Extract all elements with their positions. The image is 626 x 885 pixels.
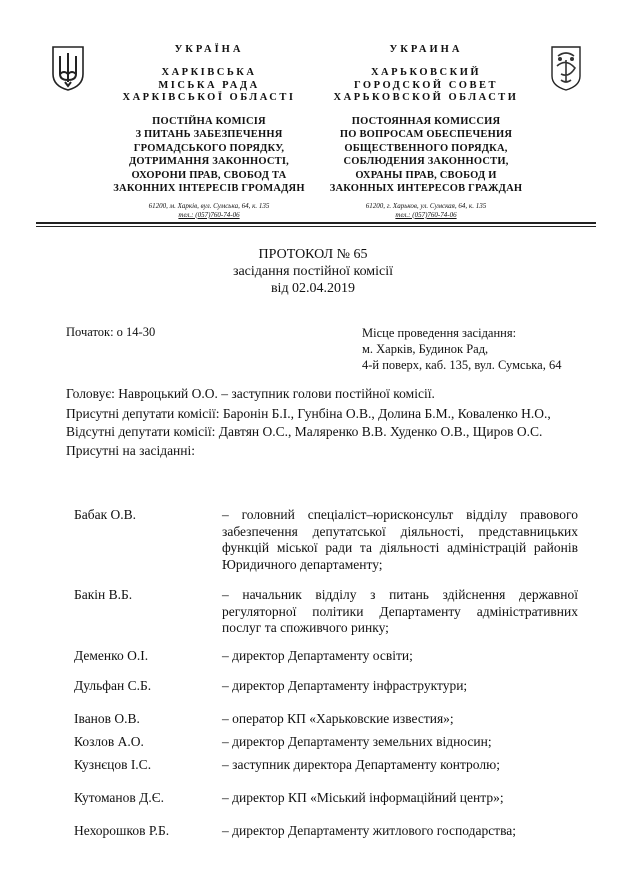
- country-name: УКРАИНА: [389, 44, 463, 55]
- attendee-name: Кузнєцов І.С.: [74, 757, 152, 772]
- header-divider-thick: [36, 222, 596, 224]
- phone: тел.: (057)760-74-06: [395, 210, 457, 219]
- list-item: [0, 587, 626, 639]
- council-name: [100, 67, 318, 105]
- attendee-name: Дульфан С.Б.: [74, 678, 152, 693]
- commission-name: [318, 115, 534, 196]
- commission-line: ДОТРИМАННЯ ЗАКОННОСТІ,: [129, 156, 289, 167]
- council-line: ХАРКІВСЬКА: [161, 67, 257, 78]
- attendee-role: – головний спеціаліст–юрисконсульт відділу правового забезпечення депутатської діяльності, представницьких функцій міської ради та діяльності адміністрацій районів Юридичного департаменту;: [222, 507, 578, 572]
- commission-line: ПО ВОПРОСАМ ОБЕСПЕЧЕНИЯ: [339, 129, 513, 140]
- commission-line: ОБЩЕСТВЕННОГО ПОРЯДКА,: [344, 142, 508, 154]
- address-block: [100, 202, 318, 220]
- list-item: [0, 507, 626, 577]
- commission-line: ОХОРОНИ ПРАВ, СВОБОД ТА: [131, 169, 287, 181]
- protocol-subtitle: засідання постійної комісії: [232, 264, 394, 279]
- attendee-role: – начальник відділу з питань здійснення державної регуляторної політики Департаменту адміністративних послуг та споживчого ринку;: [222, 587, 578, 635]
- coat-of-arms-kharkiv-icon: [549, 44, 583, 92]
- attendance-block: [66, 386, 578, 459]
- attendee-role: – директор Департаменту житлового господарства;: [222, 823, 517, 838]
- commission-line: ОХРАНЫ ПРАВ, СВОБОД И: [355, 169, 497, 181]
- present-deputies: Присутні депутати комісії: Баронін Б.І., Гунбіна О.В., Долина Б.М., Коваленко Н.О.,: [66, 405, 551, 421]
- header-divider-thin: [36, 226, 596, 227]
- commission-line: ПОСТОЯННАЯ КОМИССИЯ: [351, 115, 501, 127]
- phone: тел.: (057)760-74-06: [178, 210, 240, 219]
- meeting-start: Початок: о 14-30: [66, 325, 156, 339]
- header-left: [100, 44, 318, 220]
- venue-label: Місце проведення засідання:: [362, 326, 517, 340]
- council-line: МІСЬКА РАДА: [158, 79, 260, 91]
- header-right: [318, 44, 534, 220]
- country-name: УКРАЇНА: [174, 44, 244, 55]
- venue-line: 4-й поверх, каб. 135, вул. Сумська, 64: [362, 358, 562, 372]
- venue-line: м. Харків, Будинок Рад,: [362, 342, 489, 356]
- attendee-role: – заступник директора Департаменту контролю;: [222, 757, 500, 772]
- commission-line: ЗАКОННЫХ ИНТЕРЕСОВ ГРАЖДАН: [329, 183, 523, 194]
- absent-deputies: Відсутні депутати комісії: Давтян О.С., Маляренко В.В. Худенко О.В., Щиров О.С.: [66, 424, 543, 439]
- protocol-title: ПРОТОКОЛ № 65: [258, 247, 368, 262]
- coat-of-arms-ukraine-icon: [50, 44, 86, 92]
- invited-label: Присутні на засіданні:: [66, 442, 196, 458]
- council-line: ХАРЬКОВСКИЙ: [370, 67, 482, 78]
- council-name: [318, 67, 534, 105]
- council-line: ХАРЬКОВСКОЙ ОБЛАСТИ: [333, 92, 519, 103]
- address-block: [318, 202, 534, 220]
- protocol-title-block: [0, 246, 626, 297]
- attendee-name: Деменко О.І.: [74, 648, 149, 663]
- commission-line: СОБЛЮДЕНИЯ ЗАКОННОСТИ,: [343, 156, 509, 167]
- commission-line: ГРОМАДСЬКОГО ПОРЯДКУ,: [133, 142, 285, 154]
- attendee-role: – директор Департаменту освіти;: [222, 648, 413, 663]
- commission-line: З ПИТАНЬ ЗАБЕЗПЕЧЕННЯ: [135, 129, 283, 140]
- commission-line: ЗАКОННИХ ІНТЕРЕСІВ ГРОМАДЯН: [113, 183, 305, 194]
- attendee-role: – оператор КП «Харьковские известия»;: [222, 711, 454, 726]
- protocol-date: від 02.04.2019: [270, 281, 356, 296]
- attendee-role: – директор Департаменту інфраструктури;: [222, 678, 468, 693]
- commission-name: [100, 115, 318, 196]
- attendee-name: Бакін В.Б.: [74, 587, 133, 602]
- council-line: ГОРОДСКОЙ СОВЕТ: [354, 79, 498, 91]
- attendee-name: Кутоманов Д.Є.: [74, 790, 164, 805]
- attendee-name: Нехорошков Р.Б.: [74, 823, 170, 838]
- commission-line: ПОСТІЙНА КОМІСІЯ: [152, 115, 266, 127]
- attendee-role: – директор КП «Міський інформаційний центр»;: [222, 790, 504, 805]
- meeting-venue: [362, 325, 561, 373]
- attendee-role: – директор Департаменту земельних відносин;: [222, 734, 492, 749]
- council-line: ХАРКІВСЬКОЇ ОБЛАСТІ: [122, 92, 296, 103]
- attendee-name: Козлов А.О.: [74, 734, 144, 749]
- chair-line: Головує: Навроцький О.О. – заступник голови постійної комісії.: [66, 386, 435, 401]
- address: 61200, г. Харьков, ул. Сумская, 64, к. 135: [365, 201, 487, 210]
- attendee-name: Іванов О.В.: [74, 711, 140, 726]
- attendee-name: Бабак О.В.: [74, 507, 137, 522]
- address: 61200, м. Харків, вул. Сумська, 64, к. 135: [148, 201, 270, 210]
